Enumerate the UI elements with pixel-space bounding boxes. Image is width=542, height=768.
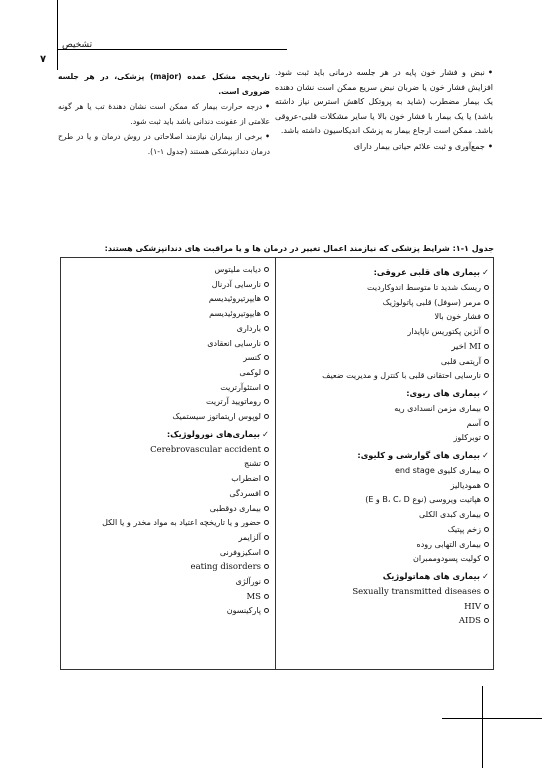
item-text: آلزایمر	[238, 532, 261, 542]
circle-bullet-icon	[484, 604, 489, 609]
item-text: فشار خون بالا	[434, 312, 481, 322]
circle-bullet-icon	[264, 370, 269, 375]
checkmark-icon: ✓	[262, 428, 269, 439]
circle-bullet-icon	[264, 476, 269, 481]
circle-bullet-icon	[264, 564, 269, 569]
item-text: همودیالیز	[450, 480, 481, 490]
table-list-item	[244, 457, 269, 472]
table-list-item	[434, 310, 489, 325]
section-title-text: بیماری های قلبی عروقی:	[373, 267, 481, 277]
item-text: بیماری التهابی روده	[416, 539, 481, 549]
circle-bullet-icon	[264, 594, 269, 599]
table-list-item	[209, 292, 269, 307]
item-text: eating disorders	[190, 562, 261, 573]
circle-bullet-icon	[484, 344, 489, 349]
item-text: حضور و یا تاریخچه اعتیاد به مواد مخدر و یا الکل	[102, 518, 261, 528]
item-text: کنسر	[243, 353, 261, 363]
item-text: آسم	[466, 418, 481, 428]
paragraph-major-history: تاریخچه مشکل عمده (major) پزشکی، در هر جلسه ضروری است.	[58, 72, 270, 96]
circle-bullet-icon	[484, 527, 489, 532]
table-caption: جدول ۱-۱: شرایط پزشکی که نیازمند اعمال تغییر در درمان ها و یا مراقبت های دندانپزشکی هستند:	[104, 244, 494, 253]
item-text: روماتویید آرتریت	[206, 397, 261, 407]
item-text: پارکینسون	[226, 606, 261, 616]
table-section-title	[383, 568, 489, 584]
checkmark-icon: ✓	[482, 267, 489, 277]
circle-bullet-icon	[264, 550, 269, 555]
table-list-item	[214, 263, 269, 278]
item-text: هایپرتیروئیدیسم	[208, 294, 261, 304]
circle-bullet-icon	[484, 468, 489, 473]
item-text: نارسایی انعقادی	[207, 338, 261, 348]
right-text-column	[275, 66, 493, 155]
checkmark-icon: ✓	[482, 450, 489, 460]
item-text: نارسایی آدرنال	[211, 279, 261, 289]
table-list-item	[237, 322, 269, 337]
table-list-item	[467, 417, 489, 432]
item-text: MI اخیر	[451, 341, 481, 352]
left-text-column	[58, 70, 270, 160]
item-text: لوکمی	[239, 367, 261, 377]
table-list-item	[150, 443, 269, 458]
table-list-item	[246, 590, 269, 605]
table-list-item	[454, 431, 489, 446]
table-list-item	[448, 523, 489, 538]
item-text: بیماری کلیوی end stage	[394, 466, 481, 475]
circle-bullet-icon	[484, 300, 489, 305]
circle-bullet-icon	[484, 329, 489, 334]
circle-bullet-icon	[484, 435, 489, 440]
section-title-text: بیماری‌های نورولوژیک:	[166, 428, 261, 439]
item-text: اسکیزوفرنی	[219, 547, 261, 557]
table-list-item	[210, 502, 269, 517]
item-text: افسردگی	[229, 488, 261, 498]
circle-bullet-icon	[264, 341, 269, 346]
page-number: ۷	[40, 54, 47, 65]
item-text: زخم پپتیک	[447, 524, 481, 534]
item-text: نورآلژی	[235, 577, 261, 586]
circle-bullet-icon	[264, 296, 269, 301]
section-title-text: بیماری های گوارشی و کلیوی:	[357, 450, 481, 460]
item-text: بارداری	[236, 323, 261, 333]
crop-mark-top-vertical	[57, 0, 58, 70]
table-list-item	[235, 575, 269, 590]
table-list-item	[459, 614, 489, 629]
paragraph-temperature: •درجه حرارت بیمار که ممکن است نشان دهندهٔ تب یا هر گونه علامتی از عفونت دندانی باشد باید ثبت شود.	[58, 102, 270, 126]
section-title-text: بیماری های ریوی:	[406, 387, 481, 398]
crop-mark-bottom-vertical	[482, 686, 483, 768]
item-text: اضطراب	[231, 474, 261, 484]
circle-bullet-icon	[264, 520, 269, 525]
table-list-item	[394, 402, 489, 417]
circle-bullet-icon	[484, 421, 489, 426]
circle-bullet-icon	[484, 406, 489, 411]
item-text: آریتمی قلبی	[440, 356, 481, 366]
table-list-item	[209, 307, 269, 322]
circle-bullet-icon	[484, 314, 489, 319]
table-list-item	[451, 340, 489, 355]
item-text: HIV	[464, 601, 481, 612]
circle-bullet-icon	[484, 483, 489, 488]
circle-bullet-icon	[484, 359, 489, 364]
table-list-item	[102, 516, 269, 531]
table-list-item	[172, 410, 269, 425]
circle-bullet-icon	[264, 399, 269, 404]
item-text: نارسایی احتقانی قلبی با کنترل و مدیریت ضعیف	[322, 371, 481, 381]
circle-bullet-icon	[484, 285, 489, 290]
item-text: هایپوتیروئیدیسم	[209, 309, 261, 319]
checkmark-icon: ✓	[482, 570, 489, 581]
table-list-item	[352, 585, 489, 600]
circle-bullet-icon	[484, 497, 489, 502]
circle-bullet-icon	[264, 282, 269, 287]
table-section-title	[406, 385, 489, 401]
circle-bullet-icon	[264, 414, 269, 419]
item-text: Cerebrovascular accident	[150, 444, 261, 455]
circle-bullet-icon	[264, 267, 269, 272]
table-list-item	[322, 369, 489, 384]
table-list-item	[365, 493, 489, 508]
item-text: هپاتیت ویروسی (نوع B، C، D و E)	[365, 495, 481, 505]
item-text: بیماری کبدی الکلی	[419, 510, 481, 520]
item-text: بیماری مزمن انسدادی ریه	[394, 403, 481, 413]
table-list-item	[413, 552, 489, 567]
table-list-item	[407, 325, 489, 340]
circle-bullet-icon	[484, 589, 489, 594]
checkmark-icon: ✓	[482, 387, 489, 398]
circle-bullet-icon	[484, 512, 489, 517]
circle-bullet-icon	[484, 618, 489, 623]
table-section-title	[374, 264, 489, 280]
item-text: استئوآرتریت	[220, 382, 261, 392]
section-title-text: بیماری های هماتولوژیک	[382, 570, 481, 581]
circle-bullet-icon	[264, 535, 269, 540]
circle-bullet-icon	[264, 461, 269, 466]
paragraph-record-vitals: •جمع‌آوری و ثبت علائم حیاتی بیمار دارای	[353, 141, 493, 151]
table-list-item	[220, 381, 269, 396]
table-list-item	[191, 560, 269, 575]
item-text: ریسک شدید تا متوسط اندوکاردیت	[367, 283, 481, 292]
running-header: تشخیص	[62, 40, 93, 50]
crop-mark-bottom-horizontal	[442, 718, 542, 719]
table-list-item	[227, 604, 269, 619]
item-text: دیابت ملیتوس	[214, 265, 261, 274]
circle-bullet-icon	[484, 542, 489, 547]
circle-bullet-icon	[264, 355, 269, 360]
item-text: بیماری دوقطبی	[209, 503, 261, 513]
circle-bullet-icon	[264, 385, 269, 390]
table-list-item	[243, 351, 269, 366]
item-text: کولیت پسودوممبران	[413, 554, 481, 564]
table-list-item	[441, 355, 489, 370]
circle-bullet-icon	[264, 608, 269, 613]
item-text: مرمر (سوفل) قلبی پاتولوژیک	[382, 297, 481, 307]
circle-bullet-icon	[264, 311, 269, 316]
paragraph-treatment-modification: •برخی از بیماران نیازمند اصلاحاتی در روش درمان و یا در طرح درمان دندانپزشکی هستند (جدول ۱-۱).	[58, 132, 270, 156]
circle-bullet-icon	[264, 447, 269, 452]
circle-bullet-icon	[264, 506, 269, 511]
circle-bullet-icon	[264, 579, 269, 584]
table-list-item	[451, 479, 489, 494]
circle-bullet-icon	[484, 556, 489, 561]
table-list-item	[212, 278, 269, 293]
item-text: لوپوس اریتماتوز سیستمیک	[172, 412, 261, 421]
item-text: آنژین پکتوریس ناپایدار	[407, 327, 481, 337]
circle-bullet-icon	[264, 326, 269, 331]
item-text: Sexually transmitted diseases	[352, 586, 481, 597]
table-list-item	[207, 337, 269, 352]
circle-bullet-icon	[264, 491, 269, 496]
table-list-item	[464, 600, 489, 615]
table-list-item	[417, 538, 490, 553]
table-section-title	[167, 426, 269, 442]
table-column-divider	[275, 258, 276, 669]
table-list-item	[419, 508, 489, 523]
table-list-item	[239, 366, 269, 381]
item-text: تشنج	[244, 459, 261, 469]
table-list-item	[231, 472, 269, 487]
table-list-item	[383, 296, 489, 311]
paragraph-vital-signs: •نبض و فشار خون پایه در هر جلسه درمانی باید ثبت شود. افزایش فشار خون یا ضربان نبض سریع ممکن است نشان دهنده یک بیمار مضطرب (شاید به پروتکل کاهش استرس نیاز داشته باشد) یا یک بیمار با فشار خون بالا یا سایر مشکلات قلبی-عروقی باشد. ممکن است ارجاع بیمار به پزشک اندیکاسیون داشته باشد.	[275, 68, 493, 135]
table-list-item	[367, 281, 489, 296]
item-text: MS	[246, 591, 261, 602]
table-list-item	[206, 395, 269, 410]
table-list-item	[238, 531, 269, 546]
table-list-item	[395, 464, 489, 479]
item-text: توبرکلوز	[453, 433, 481, 443]
table-list-item	[220, 546, 269, 561]
table-list-item	[229, 487, 269, 502]
circle-bullet-icon	[484, 373, 489, 378]
medical-conditions-table	[60, 257, 494, 670]
table-section-title	[357, 447, 489, 463]
item-text: AIDS	[458, 616, 481, 627]
